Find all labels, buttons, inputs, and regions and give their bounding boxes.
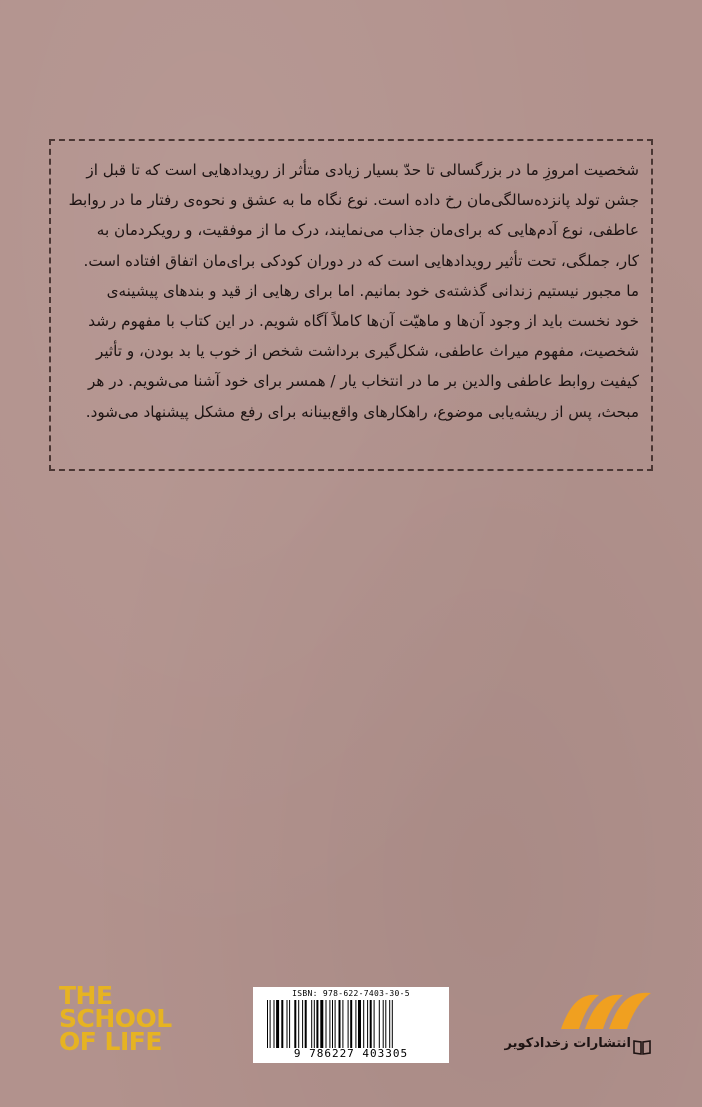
barcode-bar — [298, 1000, 299, 1048]
blurb-line: شخصیت امروزِ ما در بزرگسالی تا حدّ بسیار زیادی متأثر از رویدادهایی است که تا قبل از — [86, 161, 639, 179]
barcode-bar — [329, 1000, 330, 1048]
barcode-bar — [335, 1000, 336, 1048]
school-of-life-logo — [59, 981, 172, 1056]
barcode-bar — [383, 1000, 384, 1048]
barcode-bar — [274, 1000, 275, 1048]
barcode-bar — [326, 1000, 327, 1048]
barcode-bar — [389, 1000, 390, 1048]
logo-line-3: OF LIFE — [59, 1027, 162, 1056]
publisher-name: انتشارات زخدادکویر — [504, 1036, 631, 1051]
barcode-bar — [276, 1000, 279, 1048]
barcode-bar — [392, 1000, 393, 1048]
isbn-barcode — [253, 987, 449, 1063]
blurb-line: جشن تولد پانزده‌سالگی‌مان رخ داده است. نوع نگاه ما به عشق و نحوه‌ی رفتار ما در روابط — [68, 191, 639, 210]
barcode-bar — [358, 1000, 361, 1048]
barcode-bar — [379, 1000, 380, 1048]
barcode-bar — [281, 1000, 283, 1048]
blurb-line: کار، جملگی، تحت تأثیر رویدادهایی است که در دوران کودکی برای‌مان اتفاق افتاده است. — [83, 251, 639, 270]
blurb-line: کیفیت روابط عاطفی والدین بر ما در انتخاب یار / همسر برای خود آشنا می‌شویم. در هر — [88, 372, 639, 391]
barcode-bar — [332, 1000, 333, 1048]
barcode-bar — [355, 1000, 356, 1048]
barcode-bar — [350, 1000, 352, 1048]
logo-line-1: THE — [59, 981, 113, 1010]
barcode-bar — [339, 1000, 341, 1048]
barcode-bar — [370, 1000, 372, 1048]
barcode-bar — [305, 1000, 307, 1048]
barcode-bar — [294, 1000, 296, 1048]
barcode-bar — [314, 1000, 315, 1048]
barcode-bar — [316, 1000, 318, 1048]
barcode-bars — [263, 1000, 439, 1048]
barcode-bar — [311, 1000, 312, 1048]
barcode-bar — [348, 1000, 349, 1048]
logo-line-2: SCHOOL — [59, 1004, 172, 1033]
blurb-line: شخصیت، مفهوم میراث عاطفی، شکل‌گیری برداشت شخص از خوب یا بد بودن، و تأثیر — [95, 342, 639, 361]
barcode-bar — [302, 1000, 303, 1048]
blurb-line: عاطفی، نوع آدم‌هایی که برای‌مان جذاب می‌نمایند، درک ما از موفقیت، و رویکردمان به — [96, 221, 639, 240]
blurb-line: خود نخست باید از وجود آن‌ها و ماهیّت آن‌ها کاملاً آگاه شویم. در این کتاب با مفهوم رشد — [88, 312, 639, 331]
barcode-bar — [374, 1000, 375, 1048]
barcode-bar — [270, 1000, 271, 1048]
barcode-bar — [385, 1000, 386, 1048]
isbn-label: ISBN: 978-622-7403-30-5 — [292, 989, 410, 998]
blurb-line: مبحث، پس از ریشه‌یابی موضوع، راهکارهای واقع‌بینانه برای رفع مشکل پیشنهاد می‌شود. — [85, 402, 639, 421]
barcode-bar — [367, 1000, 368, 1048]
barcode-bar — [267, 1000, 268, 1048]
blurb-text — [63, 155, 639, 427]
barcode-bar — [287, 1000, 288, 1048]
ean-digits: 9 786227 403305 — [293, 1047, 409, 1060]
barcode-bar — [320, 1000, 323, 1048]
blurb-box — [49, 139, 653, 471]
barcode-bar — [342, 1000, 343, 1048]
publisher-logo — [504, 983, 655, 1063]
blurb-line: ما مجبور نیستیم زندانی گذشته‌ی خود بمانیم. اما برای رهایی از قید و بندهای پیشینه‌ی — [106, 281, 639, 300]
book-icon — [633, 1039, 651, 1055]
publisher-mark-icon — [555, 983, 655, 1035]
barcode-bar — [289, 1000, 290, 1048]
barcode-bar — [363, 1000, 364, 1048]
